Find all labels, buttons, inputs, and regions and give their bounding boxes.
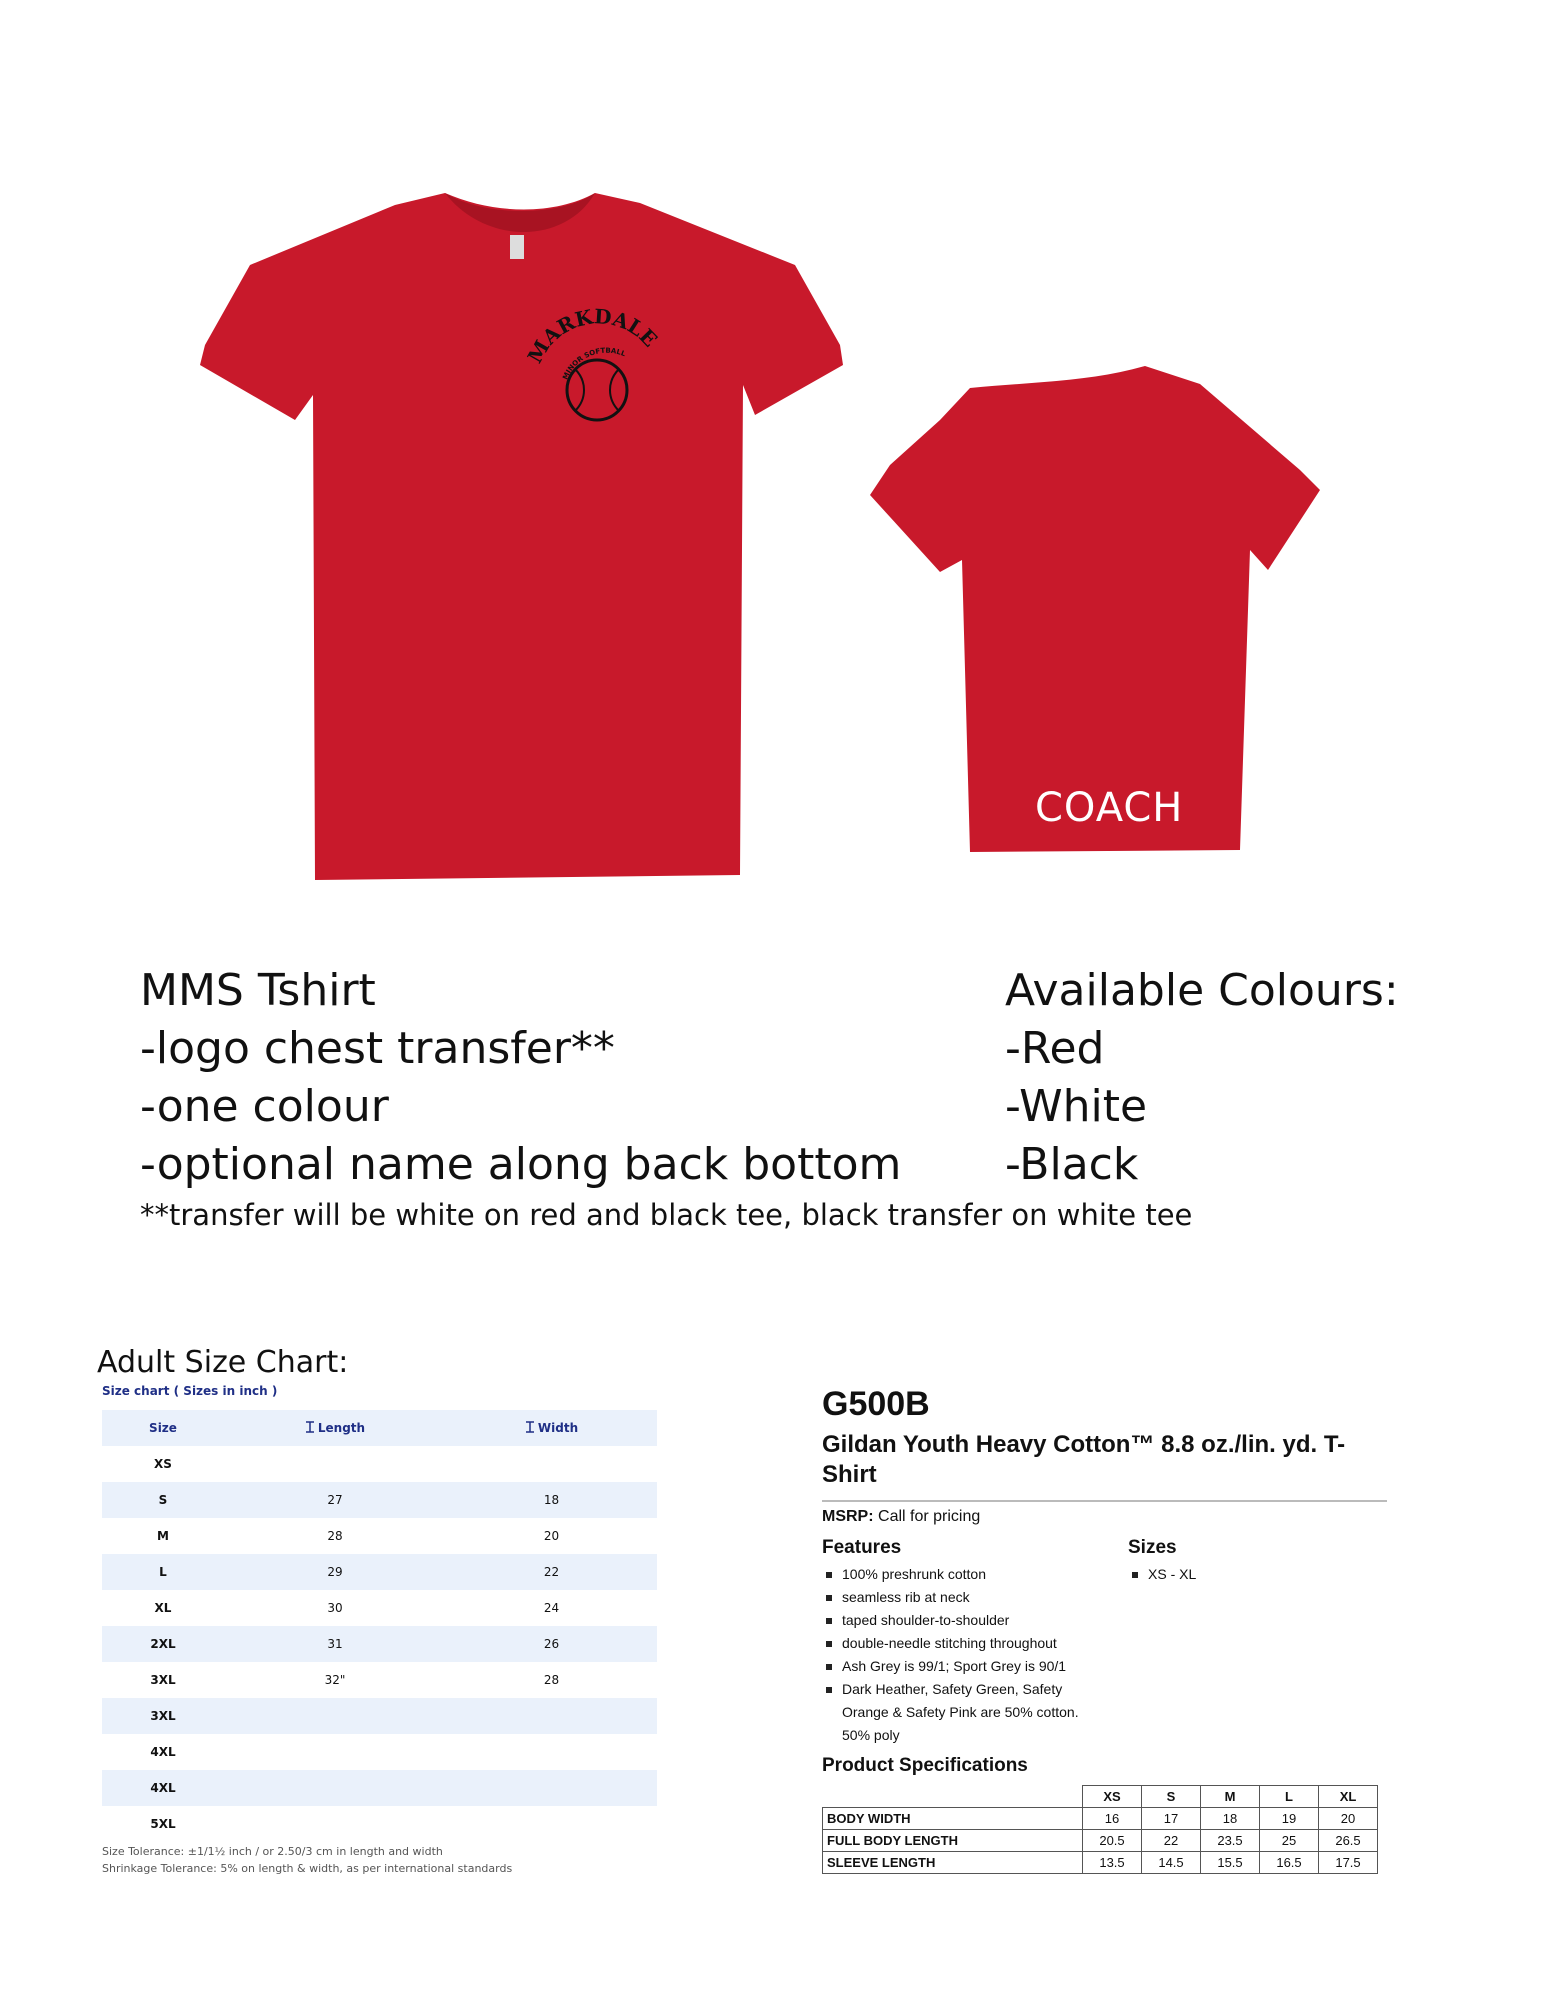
desc-line: -one colour bbox=[140, 1081, 389, 1132]
list-item: Ash Grey is 99/1; Sport Grey is 90/1 bbox=[822, 1655, 1122, 1678]
sizes-list bbox=[1128, 1563, 1196, 1586]
colour-item: -White bbox=[1005, 1081, 1148, 1132]
gildan-product-title: Gildan Youth Heavy Cotton™ 8.8 oz./lin. yd. T-Shirt bbox=[822, 1431, 1346, 1488]
table-row: XL 30 24 bbox=[154, 1601, 560, 1615]
sizes-heading: Sizes bbox=[1128, 1537, 1177, 1558]
available-colours bbox=[1005, 962, 1399, 1194]
table-row: 5XL bbox=[150, 1817, 176, 1831]
table-row: 3XL bbox=[102, 1698, 657, 1734]
back-shirt-body bbox=[870, 366, 1320, 852]
logo-arc-text: MARKDALE bbox=[522, 304, 663, 368]
product-spec-table bbox=[822, 1785, 1378, 1874]
spec-header: M bbox=[1201, 1786, 1260, 1808]
divider bbox=[822, 1500, 1387, 1502]
list-item: double-needle stitching throughout bbox=[822, 1632, 1122, 1655]
back-coach-print: COACH bbox=[1035, 785, 1184, 831]
spec-header: S bbox=[1142, 1786, 1201, 1808]
ruler-icon bbox=[305, 1421, 315, 1433]
table-row: L 29 22 bbox=[102, 1554, 657, 1590]
list-item: Dark Heather, Safety Green, Safety Orange & Safety Pink are 50% cotton. 50% poly bbox=[822, 1678, 1092, 1747]
table-row: S 27 18 bbox=[102, 1482, 657, 1518]
ruler-icon bbox=[525, 1421, 535, 1433]
shrinkage-tolerance-note: Shrinkage Tolerance: 5% on length & width, as per international standards bbox=[102, 1862, 513, 1875]
list-item: taped shoulder-to-shoulder bbox=[822, 1609, 1122, 1632]
transfer-note: **transfer will be white on red and black tee, black transfer on white tee bbox=[140, 1198, 1193, 1232]
colour-item: -Black bbox=[1005, 1139, 1139, 1190]
header-size: Size bbox=[102, 1410, 224, 1446]
spec-header: L bbox=[1260, 1786, 1319, 1808]
spec-header: XS bbox=[1083, 1786, 1142, 1808]
tshirt-front-image bbox=[195, 185, 855, 895]
table-row: FULL BODY LENGTH 20.5 22 23.5 25 26.5 bbox=[823, 1830, 1378, 1852]
adult-size-chart-title: Adult Size Chart: bbox=[97, 1345, 349, 1380]
desc-line: -logo chest transfer** bbox=[140, 1023, 615, 1074]
table-row: XS bbox=[154, 1457, 172, 1471]
front-shirt-body bbox=[200, 193, 843, 880]
adult-size-table bbox=[102, 1410, 657, 1842]
front-label-tag bbox=[510, 235, 524, 259]
list-item: 100% preshrunk cotton bbox=[822, 1563, 1122, 1586]
table-row: M 28 20 bbox=[157, 1529, 560, 1543]
list-item: XS - XL bbox=[1128, 1563, 1196, 1586]
header-length: Length bbox=[224, 1410, 446, 1446]
desc-line: -optional name along back bottom bbox=[140, 1139, 902, 1190]
header-width: Width bbox=[446, 1410, 657, 1446]
table-row: 4XL bbox=[150, 1745, 176, 1759]
desc-line: MMS Tshirt bbox=[140, 965, 376, 1016]
table-row: 3XL 32" 28 bbox=[150, 1673, 560, 1687]
size-tolerance-note: Size Tolerance: ±1/1½ inch / or 2.50/3 cm in length and width bbox=[102, 1845, 443, 1858]
product-spec-heading: Product Specifications bbox=[822, 1755, 1028, 1776]
list-item: seamless rib at neck bbox=[822, 1586, 1122, 1609]
colours-title: Available Colours: bbox=[1005, 965, 1399, 1016]
gildan-product-code: G500B bbox=[822, 1385, 930, 1423]
msrp-line: MSRP: Call for pricing bbox=[822, 1508, 981, 1525]
colour-item: -Red bbox=[1005, 1023, 1105, 1074]
features-list bbox=[822, 1563, 1122, 1747]
table-row: SLEEVE LENGTH 13.5 14.5 15.5 16.5 17.5 bbox=[823, 1852, 1378, 1874]
features-heading: Features bbox=[822, 1537, 902, 1558]
logo-sub-text: MINOR SOFTBALL bbox=[561, 346, 627, 381]
table-row: 2XL 31 26 bbox=[102, 1626, 657, 1662]
table-row: 4XL bbox=[102, 1770, 657, 1806]
spec-header: XL bbox=[1319, 1786, 1378, 1808]
table-row: BODY WIDTH 16 17 18 19 20 bbox=[823, 1808, 1378, 1830]
size-chart-subtitle: Size chart ( Sizes in inch ) bbox=[102, 1384, 278, 1398]
product-description bbox=[140, 962, 901, 1194]
